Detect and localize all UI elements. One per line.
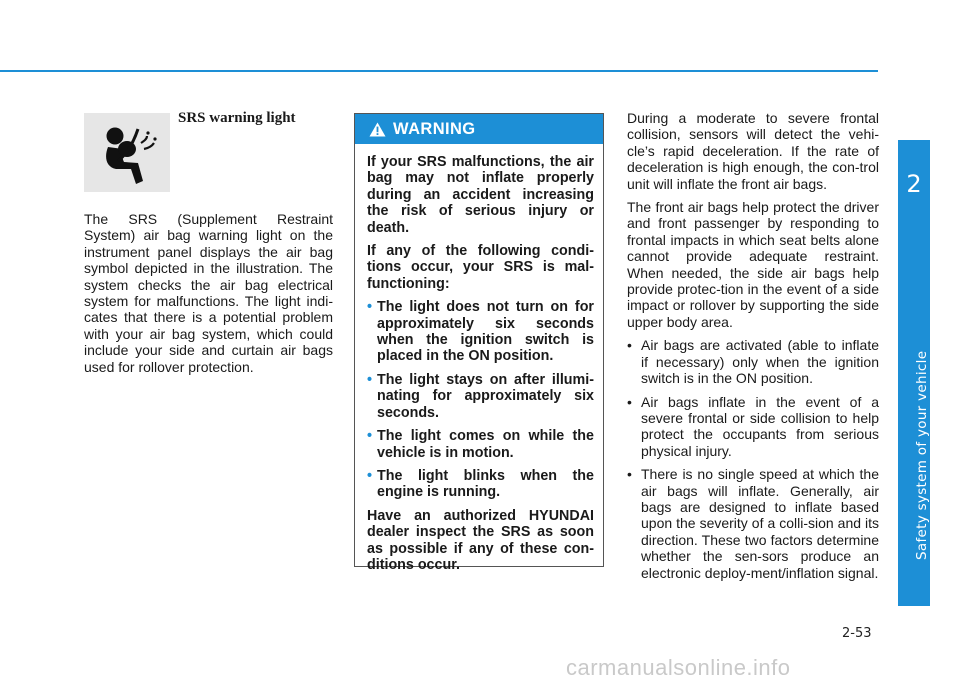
header-rule xyxy=(0,70,878,72)
watermark: carmanualsonline.info xyxy=(566,655,791,680)
list-item: • The light does not turn on for approximately six seconds when the ignition switch is placed in the ON position. xyxy=(367,299,594,365)
section-body-text: The SRS (Supplement Restraint System) air bag warning light on the instrument panel displays the air bag symbol depicted in the illustration. The system checks the air bag electrical system for malfunctions. The light indi-cates that there is a potential problem with your air bag system, which could include your side and curtain air bags used for rollover protection. xyxy=(84,211,333,375)
bullet-icon: • xyxy=(367,299,373,316)
body-paragraph: During a moderate to severe frontal collision, sensors will detect the vehi-cle’s rapid deceleration. If the rate of deceleration is high enough, the con-trol unit will inflate the front air bags. xyxy=(627,110,879,192)
list-item: • The light comes on while the vehicle is in motion. xyxy=(367,428,594,461)
airbag-facts-list xyxy=(627,337,879,581)
warning-header xyxy=(355,114,603,144)
right-column xyxy=(627,110,879,588)
list-item: • Air bags inflate in the event of a severe frontal or side collision to help protect the occupants from serious physical injury. xyxy=(627,393,879,459)
warning-body xyxy=(355,144,603,573)
warning-paragraph: If your SRS malfunctions, the air bag may not inflate properly during an accident increasing the risk of serious injury or death. xyxy=(367,154,594,236)
chapter-side-tab xyxy=(898,140,930,606)
list-item: • There is no single speed at which the air bags will inflate. Generally, air bags are designed to inflate based upon the severity of a colli-sion and its direction. These two factors determine whether the sen-sors produce an electronic deploy-ment/inflation signal. xyxy=(627,466,879,581)
bullet-icon: • xyxy=(367,428,373,445)
page-number: 2-53 xyxy=(842,626,872,641)
warning-conditions-list xyxy=(367,299,594,500)
warning-box xyxy=(354,113,604,573)
list-item: • The light blinks when the engine is running. xyxy=(367,467,594,501)
body-paragraph: The front air bags help protect the driver and front passenger by responding to frontal impacts in which seat belts alone cannot provide adequate restraint. When needed, the side air bags help provide protec-tion in the event of a side impact or rollover by supporting the side upper body area. xyxy=(627,199,879,330)
list-item: • Air bags are activated (able to inflate if necessary) only when the ignition switch is in the ON position. xyxy=(627,337,879,387)
bullet-icon: • xyxy=(367,371,373,388)
list-item: • The light stays on after illumi-nating for approximately six seconds. xyxy=(367,371,594,421)
warning-paragraph: Have an authorized HYUNDAI dealer inspect the SRS as soon as possible if any of these con-ditions occur. xyxy=(367,507,594,573)
chapter-number: 2 xyxy=(906,170,922,198)
bullet-icon: • xyxy=(367,467,373,484)
section-heading: SRS warning light xyxy=(178,110,296,126)
warning-triangle-icon xyxy=(369,122,386,137)
bullet-icon: • xyxy=(627,466,632,483)
chapter-title: Safety system of your vehicle xyxy=(914,350,930,560)
bullet-icon: • xyxy=(627,393,632,410)
bullet-icon: • xyxy=(627,337,632,354)
warning-paragraph: If any of the following condi-tions occur, your SRS is mal-functioning: xyxy=(367,243,594,292)
airbag-warning-icon xyxy=(84,113,170,192)
warning-title: WARNING xyxy=(393,119,476,138)
